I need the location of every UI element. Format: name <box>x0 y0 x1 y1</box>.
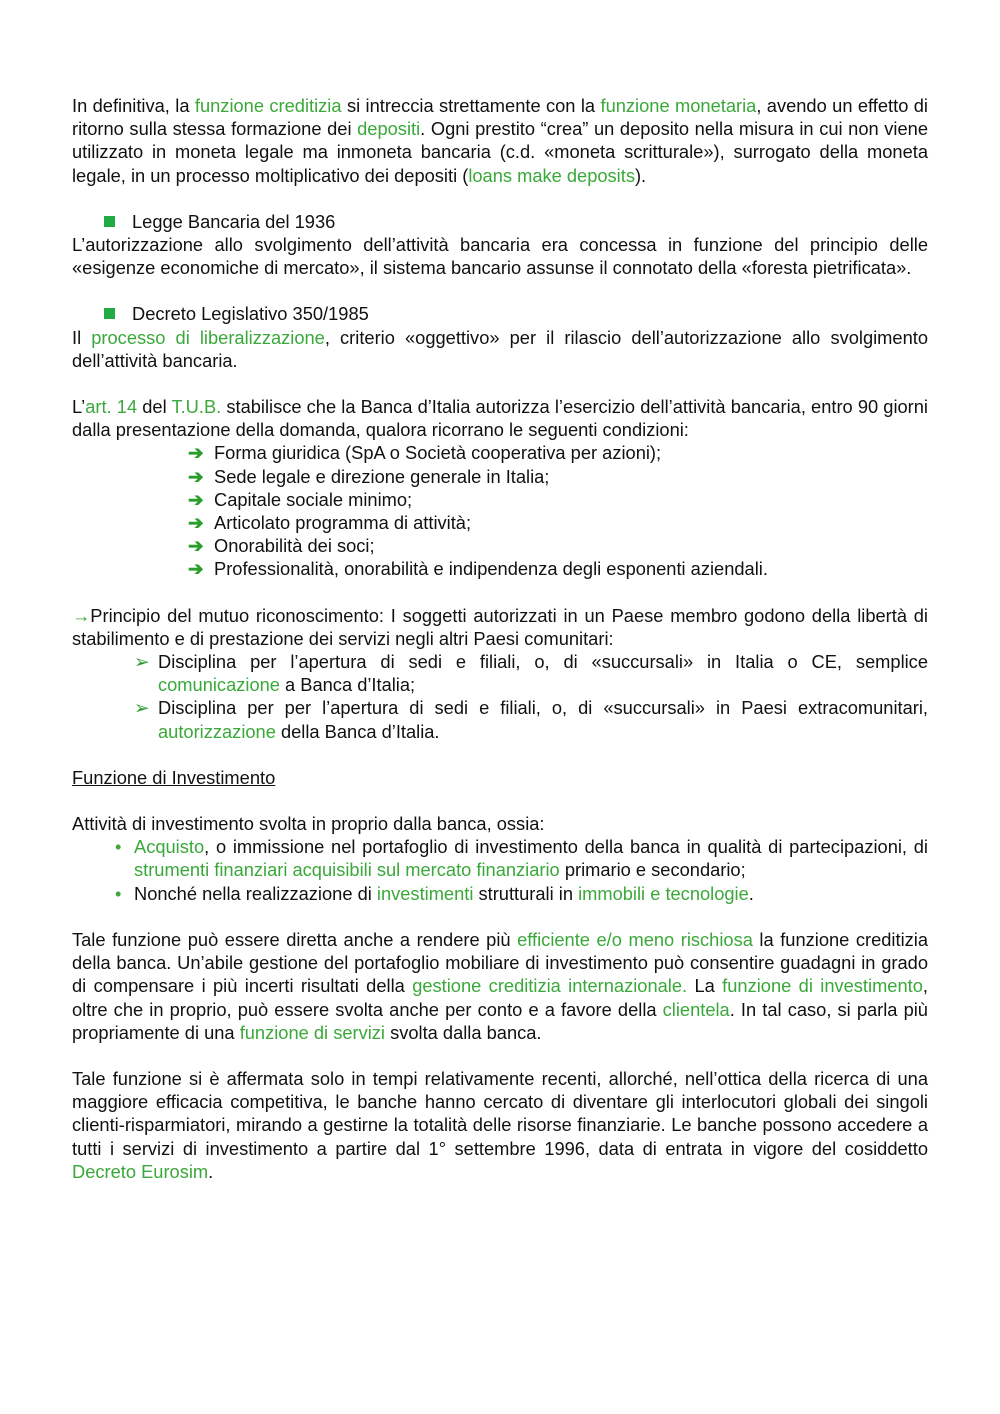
arrow-right-icon: ➔ <box>188 535 204 557</box>
highlight: gestione creditizia internazionale. <box>412 975 688 997</box>
arrow-right-icon: ➔ <box>188 465 204 487</box>
text: Disciplina per l’apertura di sedi e filiali, o, di «succursali» in Italia o CE, semplice <box>158 651 928 673</box>
text: Principio del mutuo riconoscimento: I soggetti autorizzati in un Paese membro godono della libertà di stabilimento e di prestazione dei servizi negli altri Paesi comunitari: <box>72 604 928 649</box>
highlight: investimenti <box>376 882 474 904</box>
highlight: clientela <box>662 998 730 1020</box>
text: , o immissione nel portafoglio di investimento della banca in qualità di partecipazioni, di <box>204 836 928 858</box>
highlight: strumenti finanziari acquisibili sul mercato finanziario <box>134 859 560 881</box>
text: stabilisce che la Banca d’Italia autorizza l’esercizio dell’attività bancaria, entro 90 giorni dalla presentazione della domanda, qualora ricorrano le seguenti condizioni: <box>72 396 928 441</box>
text: La <box>687 975 723 997</box>
highlight: funzione creditizia <box>194 95 342 116</box>
list-item <box>72 441 928 464</box>
section-title-investimento: Funzione di Investimento <box>72 766 276 788</box>
text: Disciplina per per l’apertura di sedi e filiali, o, di «succursali» in Paesi extracomunitari, <box>158 697 928 719</box>
heading-text: Decreto Legislativo 350/1985 <box>132 303 369 325</box>
text: Il <box>72 326 92 348</box>
highlight: funzione monetaria <box>600 95 757 116</box>
chevron-bullet-icon: ➢ <box>134 697 150 719</box>
chevron-bullet-icon: ➢ <box>134 651 150 673</box>
list-item <box>72 557 928 580</box>
heading-decreto-legislativo <box>72 302 928 325</box>
text: si intreccia strettamente con la <box>341 95 601 116</box>
list-item-text: Articolato programma di attività; <box>214 512 472 534</box>
green-square-bullet-icon <box>104 216 115 227</box>
highlight: Acquisto <box>134 836 205 858</box>
list-item <box>72 650 928 696</box>
list-item-text: Professionalità, onorabilità e indipendenza degli esponenti aziendali. <box>214 558 768 580</box>
text: In definitiva, la <box>72 95 195 116</box>
highlight: loans make deposits <box>468 164 635 186</box>
paragraph-tale-funzione-2 <box>72 1067 928 1183</box>
text: la funzione creditizia della banca. Un’abile gestione del portafoglio mobiliare di investimento può consentire guadagni in grado di compensare i più incerti risultati della <box>72 928 929 997</box>
list-item <box>72 465 928 488</box>
highlight: art. 14 <box>85 396 138 418</box>
text: . In tal caso, si parla più propriamente di una <box>72 998 928 1043</box>
investimento-list <box>72 835 928 905</box>
conditions-list <box>72 441 928 580</box>
highlight: efficiente e/o meno rischiosa <box>517 928 753 950</box>
mutuo-list <box>72 650 928 743</box>
highlight: funzione di investimento <box>722 975 923 997</box>
list-item <box>72 534 928 557</box>
dot-bullet-icon: • <box>115 882 122 904</box>
text: . <box>208 1160 214 1182</box>
green-square-bullet-icon <box>104 308 115 319</box>
list-item-text: Onorabilità dei soci; <box>214 535 375 557</box>
highlight: autorizzazione <box>158 720 276 742</box>
arrow-right-icon: ➔ <box>188 558 204 580</box>
text: , avendo un effetto di ritorno sulla stessa formazione dei <box>72 95 928 140</box>
highlight: Decreto Eurosim <box>72 1160 209 1182</box>
list-item <box>72 511 928 534</box>
list-item-text: Capitale sociale minimo; <box>214 488 413 510</box>
list-item <box>72 696 928 742</box>
list-item <box>72 835 928 881</box>
list-item-text: Forma giuridica (SpA o Società cooperativa per azioni); <box>214 442 662 464</box>
highlight: depositi <box>357 118 421 140</box>
paragraph-tale-funzione-1 <box>72 928 928 1044</box>
text: Tale funzione si è affermata solo in tempi relativamente recenti, allorché, nell’ottica della ricerca di una maggiore efficacia competitiva, le banche hanno cercato di diventare gli interlocutori globali dei singoli clienti-risparmiatori, mirando a gestirne la totalità delle risorse finanziarie. Le banche possono accedere a tutti i servizi di investimento a partire dal 1° settembre 1996, data di entrata in vigore del cosiddetto <box>72 1067 928 1159</box>
arrow-right-icon: ➔ <box>188 442 204 464</box>
text: svolta dalla banca. <box>385 1021 542 1043</box>
text: , criterio «oggettivo» per il rilascio dell’autorizzazione allo svolgimento dell’attività bancaria. <box>72 326 928 371</box>
text: della Banca d’Italia. <box>275 720 440 742</box>
list-item-text: Sede legale e direzione generale in Italia; <box>214 465 550 487</box>
document-page <box>72 94 928 1183</box>
paragraph-funzione-creditizia <box>72 94 928 187</box>
text: . Ogni prestito “crea” un deposito nella misura in cui non viene utilizzato in moneta legale ma inmoneta bancaria (c.d. «moneta scritturale»), surrogato della moneta legale, in un processo moltiplicativo dei depositi ( <box>72 118 928 186</box>
highlight: funzione di servizi <box>239 1021 385 1043</box>
highlight: immobili e tecnologie <box>578 882 749 904</box>
arrow-right-icon: → <box>72 604 91 626</box>
paragraph-investimento-intro: Attività di investimento svolta in proprio dalla banca, ossia: <box>72 813 545 835</box>
heading-legge-bancaria <box>72 210 928 233</box>
text: del <box>137 396 172 418</box>
dot-bullet-icon: • <box>115 836 122 858</box>
arrow-right-icon: ➔ <box>188 488 204 510</box>
text: strutturali in <box>473 882 579 904</box>
heading-text: Legge Bancaria del 1936 <box>132 210 336 232</box>
list-item <box>72 488 928 511</box>
text: Nonché nella realizzazione di <box>134 882 377 904</box>
text: ). <box>634 164 647 186</box>
text: a Banca d’Italia; <box>279 674 416 696</box>
text: , oltre che in proprio, può essere svolta anche per conto e a favore della <box>72 975 928 1020</box>
text: L’ <box>72 396 86 418</box>
text: . <box>748 882 754 904</box>
text: primario e secondario; <box>559 859 746 881</box>
highlight: processo di liberalizzazione <box>91 326 325 348</box>
arrow-right-icon: ➔ <box>188 512 204 534</box>
paragraph-legge-bancaria: L’autorizzazione allo svolgimento dell’attività bancaria era concessa in funzione del principio delle «esigenze economiche di mercato», il sistema bancario assunse il connotato della «foresta pietrificata». <box>72 234 928 279</box>
text: Tale funzione può essere diretta anche a rendere più <box>72 928 518 950</box>
paragraph-decreto <box>72 326 928 372</box>
list-item <box>72 882 928 905</box>
highlight: T.U.B. <box>171 396 222 418</box>
paragraph-art14 <box>72 395 928 441</box>
paragraph-mutuo-riconoscimento <box>72 604 928 650</box>
highlight: comunicazione <box>158 674 280 696</box>
